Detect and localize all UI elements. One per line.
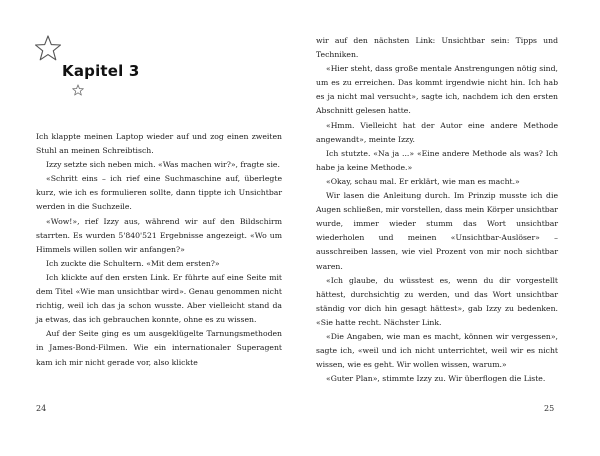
star-outline-icon bbox=[34, 34, 62, 62]
body-text bbox=[36, 130, 282, 370]
paragraph: «Die Angaben, wie man es macht, können wir vergessen», sagte ich, «weil und ich nicht unterrichtet, weil wir es nicht wissen, wie es geht. Wir wollen wissen, warum.» bbox=[316, 331, 558, 370]
paragraph: Auf der Seite ging es um ausgeklügelte Tarnungsmethoden in James-Bond-Filmen. Wie ein internationaler Superagent kam ich mir nicht gerade vor, also klickte bbox=[36, 329, 282, 367]
paragraph: Wir lasen die Anleitung durch. Im Prinzip musste ich die Augen schließen, mir vorstellen, dass mein Körper unsichtbar wurde, immer wieder stumm das Wort unsichtbar wiederholen und meinen «Unsichtbar-Auslöser» – ausschreiben lassen, wie viel Prozent von mir noch sichtbar waren. bbox=[316, 191, 558, 271]
paragraph: Ich zuckte die Schultern. «Mit dem ersten?» bbox=[46, 258, 220, 268]
paragraph: Ich stutzte. «Na ja ...» «Eine andere Methode als was? Ich habe ja keine Methode.» bbox=[316, 148, 558, 172]
paragraph: Izzy setzte sich neben mich. «Was machen wir?», fragte sie. bbox=[46, 160, 280, 170]
paragraph: «Schritt eins – ich rief eine Suchmaschine auf, überlegte kurz, wie ich es formulieren sollte, dann tippte ich Unsichtbar werden in die Suchzeile. bbox=[36, 174, 282, 212]
paragraph: Ich klappte meinen Laptop wieder auf und zog einen zweiten Stuhl an meinen Schreibtisch. bbox=[36, 132, 282, 156]
paragraph: «Hmm. Vielleicht hat der Autor eine andere Methode angewandt», meinte Izzy. bbox=[316, 120, 558, 144]
page-number: 25 bbox=[544, 404, 555, 413]
paragraph: «Wow!», rief Izzy aus, während wir auf den Bildschirm starrten. Es wurden 5'840'521 Ergebnisse angezeigt. «Wo um Himmels willen sollen wir anfangen?» bbox=[36, 216, 282, 254]
paragraph: «Guter Plan», stimmte Izzy zu. Wir überflogen die Liste. bbox=[326, 374, 546, 384]
body-text bbox=[316, 34, 558, 386]
page-number: 24 bbox=[36, 404, 47, 413]
paragraph: «Hier steht, dass große mentale Anstrengungen nötig sind, um es zu erreichen. Das kommt irgendwie nicht hin. Ich hab es ja nicht mal versucht», sagte ich, nachdem ich den ersten Abschnitt gelesen hatte. bbox=[316, 64, 558, 116]
chapter-title: Kapitel 3 bbox=[62, 62, 140, 80]
star-outline-icon bbox=[72, 84, 84, 96]
paragraph: Ich klickte auf den ersten Link. Er führte auf eine Seite mit dem Titel «Wie man unsichtbar wird». Genau genommen nicht richtig, weil ich das ja schon wusste. Aber vielleicht stand da ja etwas, das ich gebrauchen konnte, ohne es zu wissen. bbox=[36, 272, 282, 325]
right-page bbox=[300, 0, 600, 456]
paragraph: «Okay, schau mal. Er erklärt, wie man es macht.» bbox=[326, 176, 520, 186]
paragraph: «Ich glaube, du wüsstest es, wenn du dir vorgestellt hättest, durchsichtig zu werden, und das Wort unsichtbar ständig vor dich hin gesagt hättest», gab Izzy zu bedenken. «Sie hatte recht. Nächster Link. bbox=[316, 275, 558, 327]
paragraph: wir auf den nächsten Link: Unsichtbar sein: Tipps und Techniken. bbox=[316, 36, 558, 60]
